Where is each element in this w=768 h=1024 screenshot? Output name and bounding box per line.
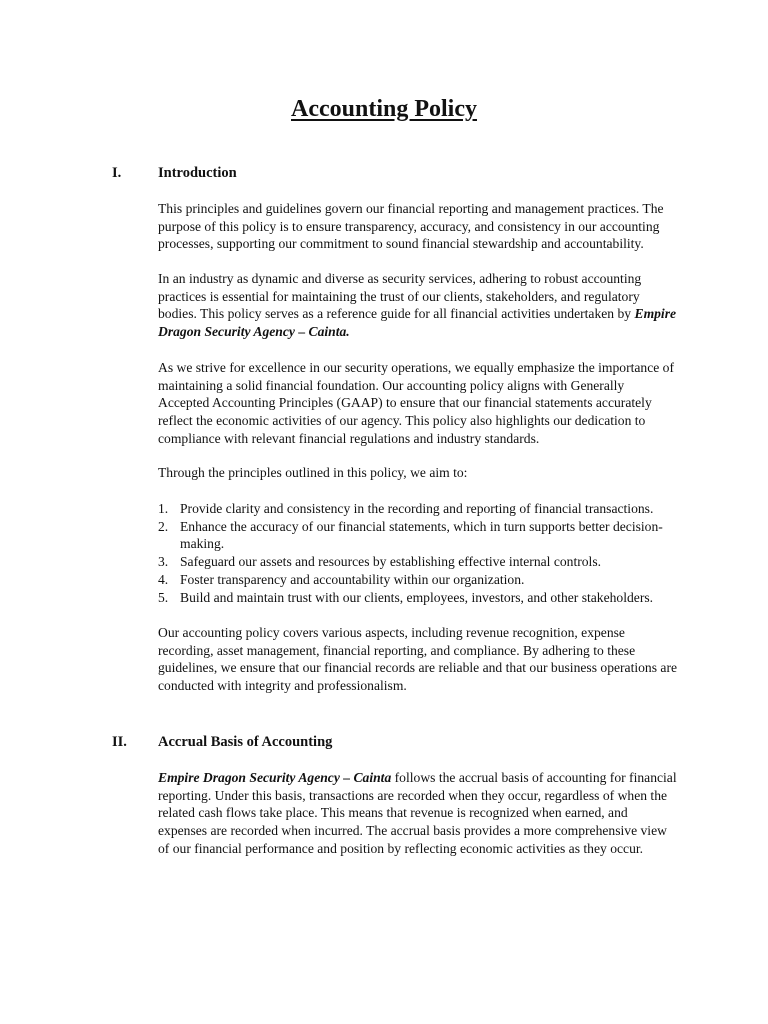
accrual-paragraph-1 xyxy=(158,769,678,858)
intro-paragraph-2 xyxy=(158,270,678,341)
intro-paragraph-1: This principles and guidelines govern our financial reporting and management practices. The purpose of this policy is to ensure transparency, accuracy, and consistency in our accounting processes, supporting our commitment to sound financial stewardship and accountability. xyxy=(158,201,664,252)
intro-paragraph-3: As we strive for excellence in our security operations, we equally emphasize the importance of maintaining a solid financial foundation. Our accounting policy aligns with Generally Accepted Accounting Principles (GAAP) to ensure that our financial statements accurately reflect the economic activities of our agency. This policy also highlights our dedication to compliance with relevant financial regulations and industry standards. xyxy=(158,360,674,446)
section-number: I. xyxy=(112,165,122,181)
list-text: Foster transparency and accountability within our organization. xyxy=(180,571,525,587)
section-heading-accrual-basis xyxy=(112,733,332,751)
section-title: Accrual Basis of Accounting xyxy=(158,734,333,750)
list-text: Safeguard our assets and resources by establishing effective internal controls. xyxy=(180,554,602,570)
list-text: Provide clarity and consistency in the recording and reporting of financial transactions. xyxy=(180,501,654,516)
aims-list xyxy=(158,500,678,606)
document-title: Accounting Policy xyxy=(291,96,477,122)
list-number: 4. xyxy=(158,571,169,587)
agency-name-emphasis: Empire Dragon Security Agency – Cainta. xyxy=(158,306,677,340)
list-text: Enhance the accuracy of our financial statements, which in turn supports better decision-making. xyxy=(180,518,663,552)
section-heading-introduction xyxy=(112,164,237,182)
intro-paragraph-4: Through the principles outlined in this policy, we aim to: xyxy=(158,465,468,480)
section-title: Introduction xyxy=(158,165,237,181)
list-number: 1. xyxy=(158,501,169,516)
agency-name-emphasis: Empire Dragon Security Agency – Cainta xyxy=(158,770,392,785)
list-item xyxy=(158,589,678,607)
section-number: II. xyxy=(112,734,127,750)
intro-paragraph-5: Our accounting policy covers various aspects, including revenue recognition, expense recording, asset management, financial reporting, and compliance. By adhering to these guidelines, we ensure that our financial records are reliable and that our business operations are conducted with integrity and professionalism. xyxy=(158,625,678,694)
list-number: 5. xyxy=(158,589,169,605)
list-number: 3. xyxy=(158,554,169,570)
list-item xyxy=(158,571,678,589)
list-text: Build and maintain trust with our clients, employees, investors, and other stakeholders. xyxy=(180,589,654,605)
list-item xyxy=(158,518,678,553)
list-item xyxy=(158,553,678,571)
list-number: 2. xyxy=(158,518,169,534)
list-item xyxy=(158,500,678,518)
paragraph-text: In an industry as dynamic and diverse as security services, adhering to robust accounting practices is essential for maintaining the trust of our clients, stakeholders, and regulatory bodies. This policy serves as a reference guide for all financial activities undertaken by xyxy=(158,271,642,322)
paragraph-text: follows the accrual basis of accounting for financial reporting. Under this basis, transactions are recorded when they occur, regardless of when the related cash flows take place. This means that revenue is recognized when earned, and expenses are recorded when incurred. The accrual basis provides a more comprehensive view of our financial performance and position by reflecting economic activities as they occur. xyxy=(158,770,677,856)
